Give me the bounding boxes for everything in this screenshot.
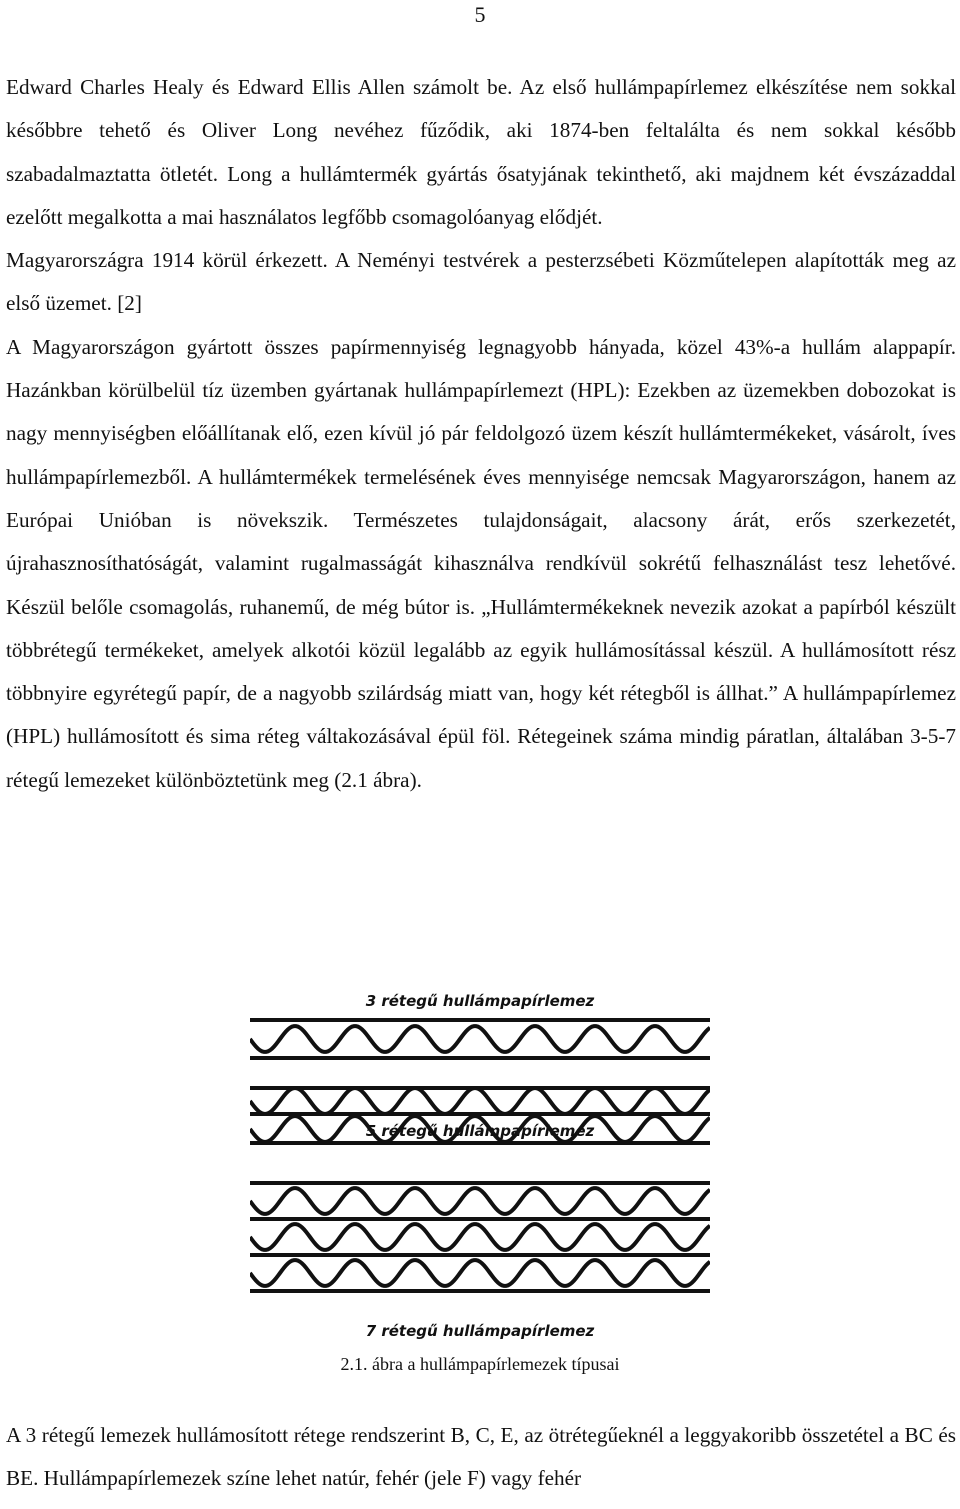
- board-layers: [250, 1020, 710, 1291]
- paragraph-production: A Magyarországon gyártott összes papírmennyiség legnagyobb hányada, közel 43%-a hullám alappapír. Hazánkban körülbelül tíz üzemben gyártanak hullámpapírlemezt (HPL): Ezekben az üzemekben dobozokat is nagy mennyiségben előállítanak elő, ezen kívül jó pár feldolgozó üzem készít hullámtermékeket, vásárolt, íves hullámpapírlemezből. A hullámtermékek termelésének éves mennyisége nemcsak Magyarországon, hanem az Európai Unióban is növekszik. Természetes tulajdonságait, alacsony árát, erős szerkezetét, újrahasznosíthatóságát, valamint rugalmasságát kihasználva rendkívül sokrétű felhasználást tesz lehetővé. Készül belőle csomagolás, ruhanemű, de még bútor is. „Hullámtermékeknek nevezik azokat a papírból készült többrétegű termékeket, amelyek alkotói közül legalább az egyik hullámosítással készül. A hullámosított rész többnyire egyrétegű papír, de a nagyobb szilárdság miatt van, hogy két rétegből is állhat.” A hullámpapírlemez (HPL) hullámosított és sima réteg váltakozásával épül föl. Rétegeinek száma mindig páratlan, általában 3-5-7 rétegű lemezeket különböztetünk meg (2.1 ábra).: [6, 334, 956, 792]
- body-text-continued: [6, 1414, 956, 1501]
- paragraph-hungary: Magyarországra 1914 körül érkezett. A Neményi testvérek a pesterzsébeti Közműtelepen alapították meg az első üzemet. [2]: [6, 248, 956, 316]
- corrugated-board-diagram: [250, 983, 710, 1343]
- flute-7-a: [250, 1188, 710, 1214]
- paragraph-history: Edward Charles Healy és Edward Ellis Allen számolt be. Az első hullámpapírlemez elkészítése nem sokkal későbbre tehető és Oliver Long nevéhez fűződik, aki 1874-ben feltalálta és nem sokkal később szabadalmaztatta ötletét. Long a hullámtermék gyártás ősatyjának tekinthető, aki majdnem két évszázaddal ezelőtt megalkotta a mai használatos legfőbb csomagolóanyag elődjét.: [6, 75, 956, 229]
- page-number: 5: [474, 2, 486, 27]
- label-5-layer: 5 rétegű hullámpapírlemez: [365, 1122, 595, 1140]
- flute-5-a: [250, 1088, 710, 1114]
- flute-3: [250, 1026, 710, 1052]
- label-3-layer: 3 rétegű hullámpapírlemez: [365, 992, 595, 1010]
- body-text: [6, 66, 956, 802]
- paragraph-layers: A 3 rétegű lemezek hullámosított rétege rendszerint B, C, E, az ötrétegűeknél a leggyakoribb összetétel a BC és BE. Hullámpapírlemezek színe lehet natúr, fehér (jele F) vagy fehér: [6, 1423, 956, 1491]
- figure-caption: 2.1. ábra a hullámpapírlemezek típusai: [340, 1354, 620, 1374]
- flute-7-c: [250, 1260, 710, 1286]
- corrugated-board-figure: [250, 983, 710, 1343]
- label-7-layer: 7 rétegű hullámpapírlemez: [365, 1322, 595, 1340]
- flute-7-b: [250, 1224, 710, 1250]
